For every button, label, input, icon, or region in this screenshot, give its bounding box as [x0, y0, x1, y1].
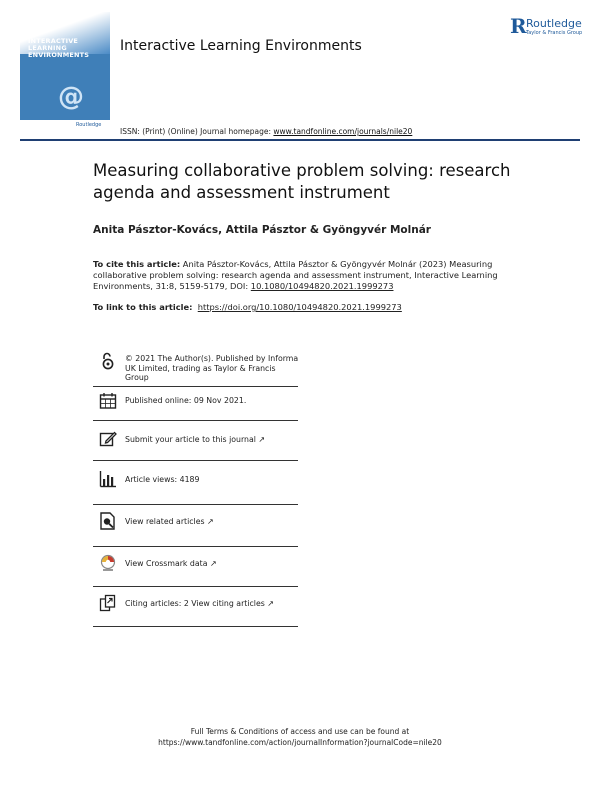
publisher-subtitle: Taylor & Francis Group: [526, 30, 583, 36]
search-document-icon: [99, 512, 117, 530]
cover-title: [28, 38, 89, 59]
terms-text: Full Terms & Conditions of access and use can be found at: [190, 727, 410, 736]
journal-cover: [20, 12, 110, 130]
info-divider: [93, 546, 298, 547]
citing-link[interactable]: [125, 599, 300, 609]
calendar-icon: [99, 392, 117, 410]
cite-text: Anita Pásztor-Kovács, Attila Pásztor & Gyöngyvér Molnár (2023) Measuring collaborative problem solving: research agenda and assessment instrument, Interactive Learning Environments, 31:8, 5159-5179, DOI:: [93, 259, 498, 291]
cover-title-line-2: LEARNING: [28, 44, 67, 52]
submit-link[interactable]: [125, 435, 300, 445]
external-link-icon: ↗: [267, 599, 274, 608]
article-doi-link[interactable]: https://doi.org/10.1080/10494820.2021.1999273: [197, 302, 402, 312]
article-link: [93, 302, 402, 312]
external-link-icon: ↗: [207, 517, 214, 526]
info-divider: [93, 586, 298, 587]
license-text: © 2021 The Author(s). Published by Informa UK Limited, trading as Taylor & Francis Group: [125, 354, 299, 382]
article-authors: Anita Pásztor-Kovács, Attila Pásztor & Gyöngyvér Molnár: [93, 224, 431, 236]
issn-label: ISSN: (Print) (Online) Journal homepage:: [120, 127, 272, 136]
views-text: Article views: 4189: [125, 475, 200, 484]
info-divider: [93, 460, 298, 461]
article-title: Measuring collaborative problem solving: research agenda and assessment instrument: [93, 161, 511, 202]
bar-chart-icon: [99, 470, 117, 488]
publisher-name: Routledge: [526, 17, 582, 30]
cite-label: To cite this article:: [93, 259, 181, 269]
citation: [93, 259, 513, 292]
related-link[interactable]: [125, 517, 300, 527]
info-divider: [93, 504, 298, 505]
published-text: Published online: 09 Nov 2021.: [125, 396, 247, 405]
info-divider: [93, 626, 298, 627]
external-link-icon: ↗: [258, 435, 266, 444]
info-divider: [93, 386, 298, 387]
journal-information-link[interactable]: https://www.tandfonline.com/action/journalInformation?journalCode=nile20: [158, 738, 442, 747]
open-access-icon: [99, 352, 117, 370]
crossmark-icon: [99, 554, 117, 572]
journal-title: Interactive Learning Environments: [120, 38, 362, 54]
citing-articles-icon: [99, 594, 117, 612]
link-label: To link to this article:: [93, 302, 193, 312]
cite-doi-link[interactable]: 10.1080/10494820.2021.1999273: [250, 281, 394, 291]
external-link-icon: ↗: [209, 559, 217, 568]
cover-title-line-3: ENVIRONMENTS: [28, 51, 90, 59]
edit-icon: [99, 430, 117, 448]
journal-homepage-link[interactable]: www.tandfonline.com/journals/nile20: [273, 127, 413, 136]
submit-link-label: Submit your article to this journal: [125, 435, 256, 444]
crossmark-link[interactable]: [125, 559, 300, 569]
related-link-label: View related articles: [125, 517, 205, 526]
cover-publisher-logo: Routledge: [76, 122, 102, 128]
routledge-r-icon: R: [510, 14, 527, 38]
at-sign-icon: @: [58, 82, 84, 112]
crossmark-link-label: View Crossmark data: [125, 559, 208, 568]
citing-link-label: Citing articles: 2 View citing articles: [125, 599, 265, 608]
info-divider: [93, 420, 298, 421]
terms-footer: [0, 726, 600, 748]
issn-line: [120, 127, 412, 136]
cover-title-line-1: INTERACTIVE: [28, 37, 79, 45]
header-rule: [20, 139, 580, 141]
